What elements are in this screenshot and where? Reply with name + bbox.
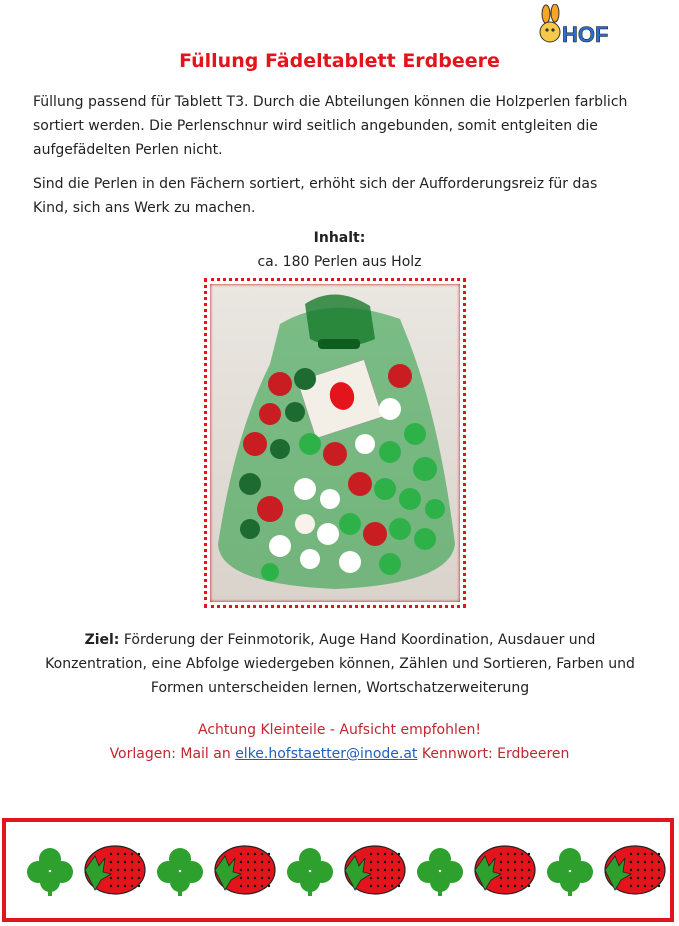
templates-prefix: Vorlagen: Mail an [109,746,236,762]
small-parts-warning: Achtung Kleinteile - Aufsicht empfohlen! [198,722,481,738]
clover-icon [157,848,203,896]
inhalt-text: ca. 180 Perlen aus Holz [257,254,422,270]
strawberry-icon [215,846,275,894]
ziel-label: Ziel: [84,632,120,648]
strawberry-icon [85,846,145,894]
clover-icon [547,848,593,896]
email-link[interactable]: elke.hofstaetter@inode.at [235,746,418,762]
bunny-logo-icon [538,4,612,48]
description-paragraph-2: Sind die Perlen in den Fächern sortiert, erhöht sich der Aufforderungsreiz für das Kind, sich ans Werk zu machen. [33,176,598,216]
ziel-text: Förderung der Feinmotorik, Auge Hand Koordination, Ausdauer und Konzentration, eine Abfolge wiedergeben können, Zählen und Sortieren, Farben und Formen unterscheiden lernen, Wortschatzerweiterung [45,632,635,696]
logo-text: HOF [562,22,609,47]
page-title: Füllung Fädeltablett Erdbeere [179,50,500,72]
templates-line [0,746,679,762]
bead-bag-photo [210,284,460,602]
strawberry-icon [475,846,535,894]
ziel-paragraph [40,628,640,700]
hof-logo [538,4,612,48]
inhalt-heading: Inhalt: [313,230,366,246]
clover-icon [417,848,463,896]
clover-icon [27,848,73,896]
decorative-border-strip [2,818,674,922]
strip-svg [6,822,670,918]
templates-suffix: Kennwort: Erdbeeren [417,746,570,762]
clover-icon [287,848,333,896]
strawberry-icon [345,846,405,894]
product-photo [204,278,466,608]
description-paragraph-1: Füllung passend für Tablett T3. Durch die Abteilungen können die Holzperlen farblich sortiert werden. Die Perlenschnur wird seitlich angebunden, somit entgleiten die aufgefädelten Perlen nicht. [33,94,628,158]
strawberry-icon [605,846,665,894]
